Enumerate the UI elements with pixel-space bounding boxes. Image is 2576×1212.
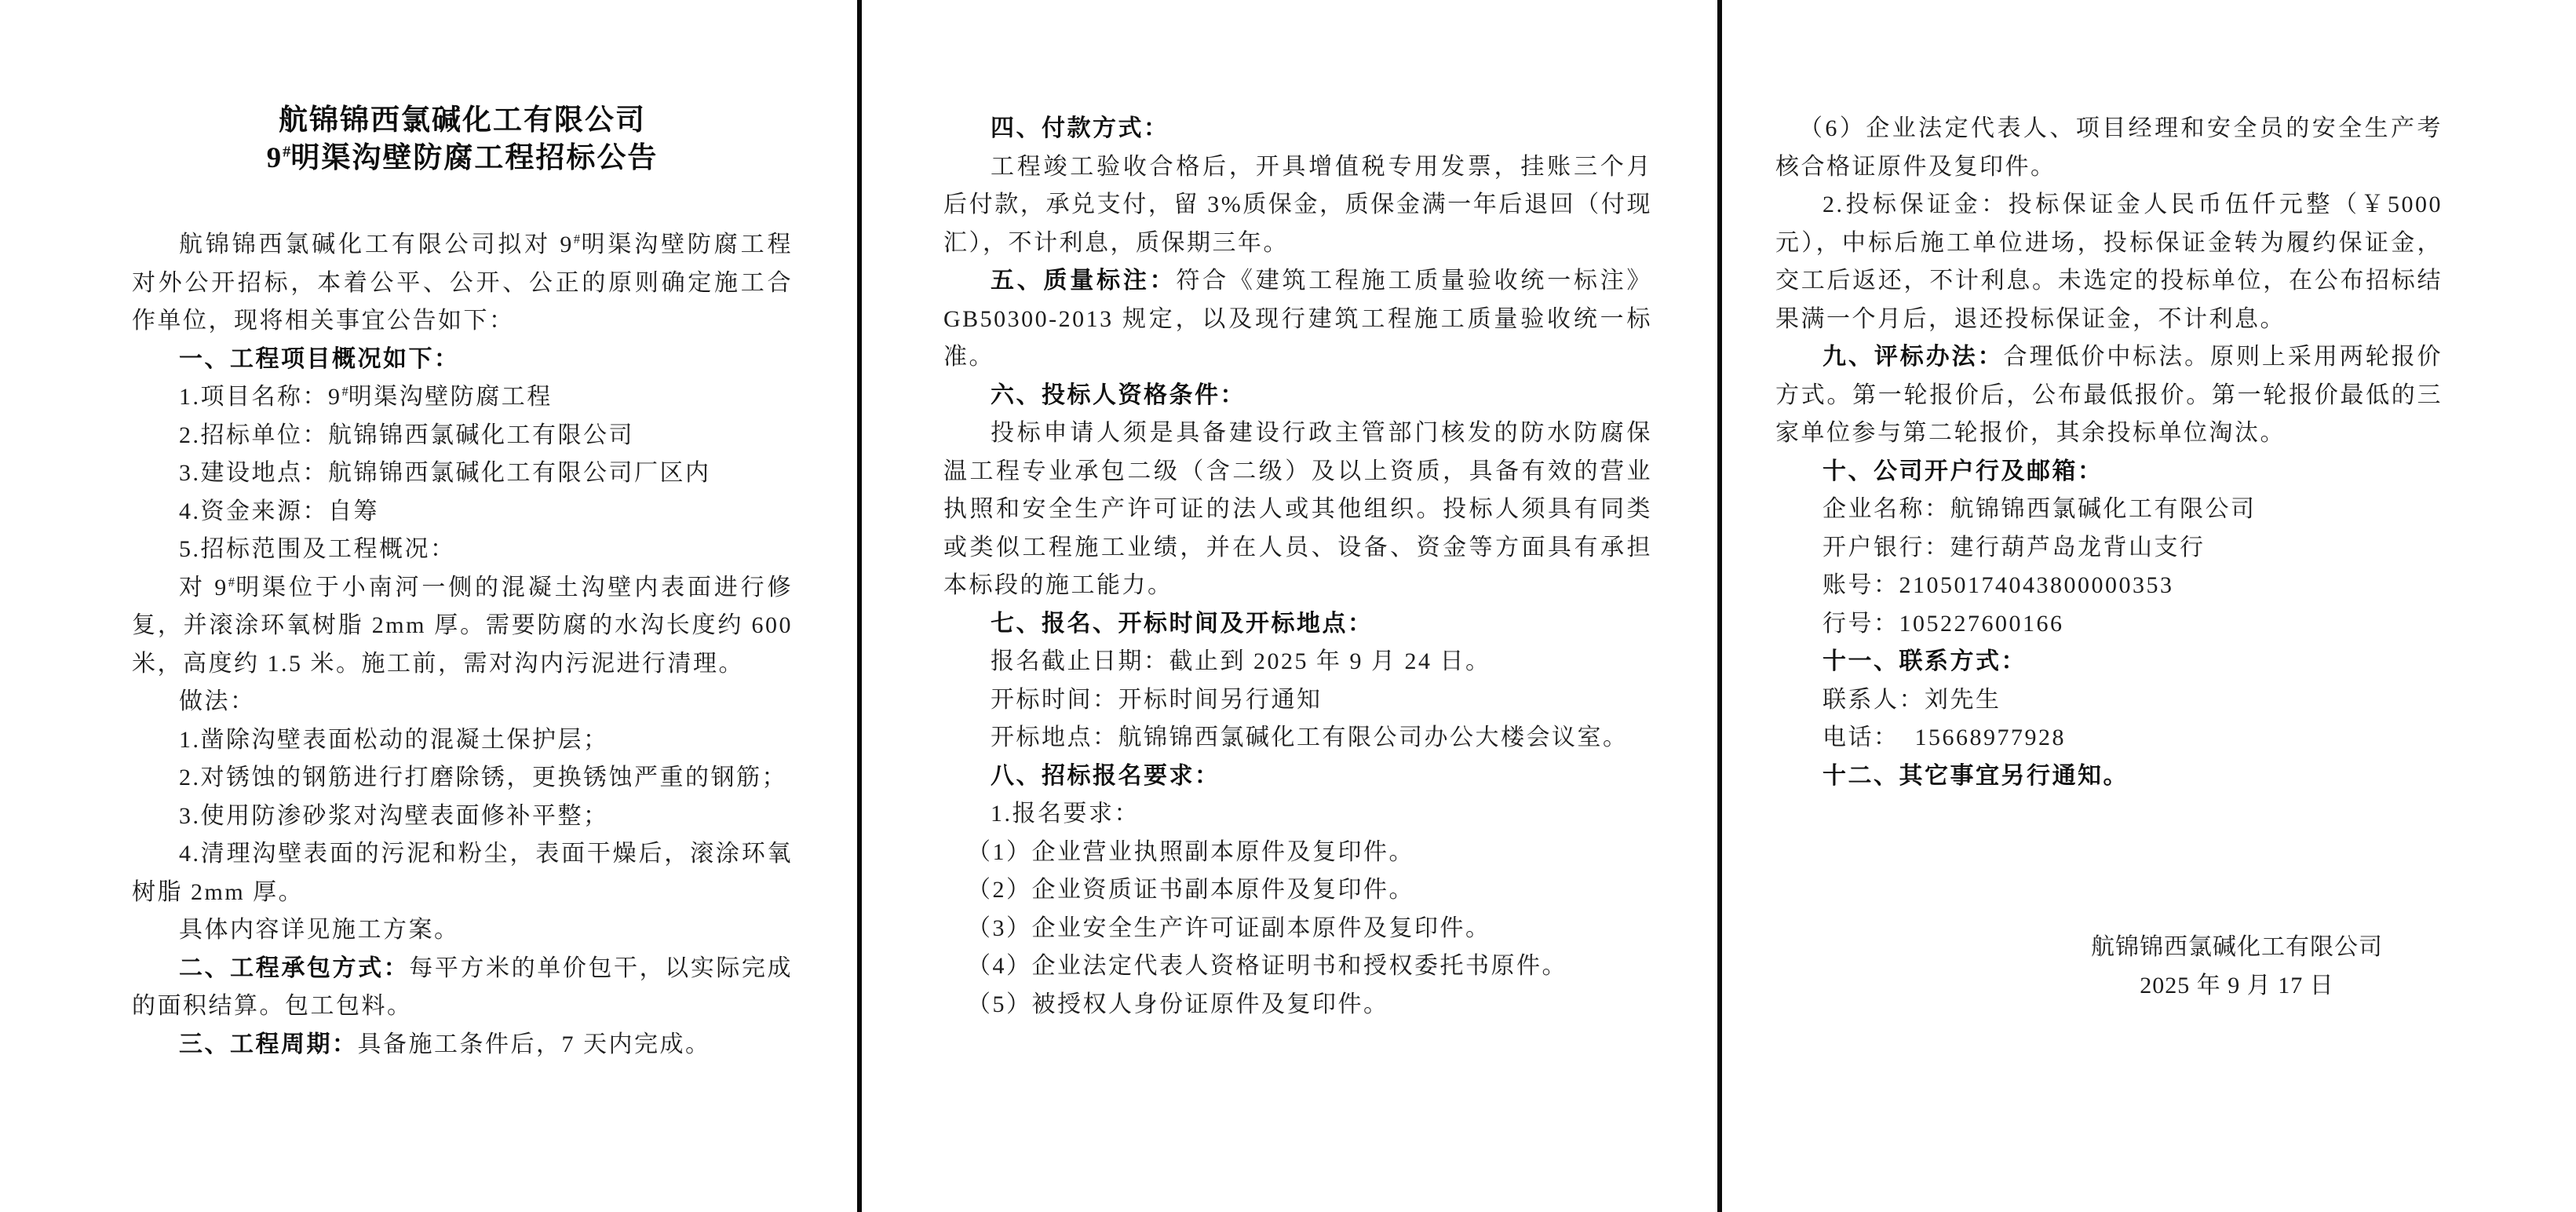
- paragraph-text: 4.清理沟壁表面的污泥和粉尘，表面干燥后，滚涂环氧树脂 2mm 厚。: [132, 841, 793, 905]
- paragraph: [1775, 719, 2443, 758]
- paragraph-text: 3.使用防渗砂浆对沟壁表面修补平整；: [179, 802, 609, 829]
- superscript-hash: #: [283, 143, 291, 161]
- page-1: [0, 0, 857, 1212]
- paragraph: [132, 911, 793, 950]
- signature-date: 2025 年 9 月 17 日: [2140, 972, 2334, 998]
- signature-spacer: [1775, 795, 2443, 929]
- paragraph: [1775, 453, 2443, 491]
- paragraph: [1775, 758, 2443, 796]
- paragraph: [943, 758, 1652, 796]
- paragraph: [132, 417, 793, 455]
- paragraph: [132, 1026, 793, 1064]
- paragraph-text: 1.凿除沟壁表面松动的混凝土保护层；: [179, 726, 609, 753]
- section-heading: 六、投标人资格条件：: [991, 381, 1246, 408]
- section-heading: 十、公司开户行及邮箱：: [1823, 458, 2103, 484]
- paragraph-text: 3.建设地点：航锦锦西氯碱化工有限公司厂区内: [179, 460, 711, 486]
- page-3-body: [1775, 110, 2443, 795]
- paragraph: [1775, 605, 2443, 644]
- paragraph: [943, 947, 1652, 986]
- paragraph-text: 符合《建筑工程施工质量验收统一标注》GB50300-2013 规定，以及现行建筑工程施工质量验收统一标准。: [943, 268, 1653, 370]
- paragraph-text: （2）企业资质证书副本原件及复印件。: [967, 877, 1414, 903]
- paragraph: [132, 683, 793, 721]
- paragraph-text: 每平方米的单价包干，以实际完成的面积结算。包工包料。: [132, 955, 794, 1019]
- superscript-hash: #: [341, 384, 348, 399]
- paragraph: [1775, 186, 2443, 338]
- paragraph: [132, 378, 793, 417]
- paragraph-text: 1.项目名称：9#明渠沟壁防腐工程: [179, 384, 553, 410]
- paragraph: [943, 986, 1652, 1024]
- paragraph: [1775, 567, 2443, 605]
- paragraph-text: 2.对锈蚀的钢筋进行打磨除锈，更换锈蚀严重的钢筋；: [179, 765, 787, 790]
- paragraph-text: 联系人：刘先生: [1823, 686, 2001, 713]
- paragraph: [132, 759, 793, 798]
- paragraph-text: （3）企业安全生产许可证副本原件及复印件。: [967, 914, 1491, 941]
- paragraph: [1775, 338, 2443, 453]
- paragraph-text: 具体内容详见施工方案。: [179, 917, 460, 943]
- section-heading: 十二、其它事宜另行通知。: [1823, 762, 2129, 789]
- paragraph: [943, 910, 1652, 948]
- section-heading: 一、工程项目概况如下：: [179, 345, 460, 372]
- section-heading: 九、评标办法：: [1823, 344, 2004, 370]
- paragraph-text: 行号：105227600166: [1823, 610, 2064, 637]
- paragraph: [132, 569, 793, 684]
- paragraph: [132, 226, 793, 341]
- paragraph: [132, 835, 793, 911]
- paragraph: [943, 605, 1652, 644]
- paragraph: [1775, 529, 2443, 568]
- signature-company: 航锦锦西氯碱化工有限公司: [2091, 934, 2383, 960]
- paragraph-text: （1）企业营业执照副本原件及复印件。: [967, 838, 1414, 865]
- paragraph-text: （5）被授权人身份证原件及复印件。: [967, 991, 1389, 1017]
- paragraph-text: 航锦锦西氯碱化工有限公司拟对 9#明渠沟壁防腐工程对外公开招标，本着公平、公开、公正的原则确定施工合作单位，现将相关事宜公告如下：: [132, 232, 794, 334]
- signature-inner: [2091, 929, 2383, 1005]
- section-heading: 八、招标报名要求：: [991, 762, 1220, 789]
- paragraph-text: 1.报名要求：: [991, 801, 1140, 827]
- section-heading: 十一、联系方式：: [1823, 648, 2027, 674]
- paragraph-text: 账号：21050174043800000353: [1823, 572, 2174, 598]
- paragraph-text: 电话： 15668977928: [1823, 725, 2066, 750]
- paragraph: [132, 950, 793, 1026]
- paragraph: [943, 643, 1652, 681]
- paragraph-text: 4.资金来源：自筹: [179, 498, 379, 524]
- paragraph-text: 投标申请人须是具备建设行政主管部门核发的防水防腐保温工程专业承包二级（含二级）及以上资质，具备有效的营业执照和安全生产许可证的法人或其他组织。投标人须具有同类或类似工程施工业绩，并在人员、设备、资金等方面具有承担本标段的施工能力。: [943, 420, 1652, 598]
- paragraph-text: 企业名称：航锦锦西氯碱化工有限公司: [1823, 496, 2257, 522]
- document-title-line-1: 航锦锦西氯碱化工有限公司: [279, 104, 646, 137]
- paragraph-text: （4）企业法定代表人资格证明书和授权委托书原件。: [967, 953, 1567, 979]
- paragraph-text: 对 9#明渠位于小南河一侧的混凝土沟壁内表面进行修复，并滚涂环氧树脂 2mm 厚。需要防腐的水沟长度约 600 米，高度约 1.5 米。施工前，需对沟内污泥进行清理。: [132, 574, 794, 677]
- paragraph: [943, 148, 1652, 263]
- page-2: [862, 0, 1717, 1212]
- paragraph-text: 工程竣工验收合格后，开具增值税专用发票，挂账三个月后付款，承兑支付，留 3%质保金，质保金满一年后退回（付现汇），不计利息，质保期三年。: [943, 153, 1652, 256]
- paragraph: [132, 721, 793, 760]
- paragraph: [943, 681, 1652, 720]
- paragraph-text: 报名截止日期：截止到 2025 年 9 月 24 日。: [991, 648, 1491, 674]
- paragraph-text: 开户银行：建行葫芦岛龙背山支行: [1823, 534, 2206, 560]
- paragraph-text: 开标地点：航锦锦西氯碱化工有限公司办公大楼会议室。: [991, 725, 1629, 750]
- paragraph: [943, 795, 1652, 834]
- paragraph: [943, 377, 1652, 415]
- paragraph: [132, 454, 793, 493]
- superscript-hash: #: [228, 574, 235, 590]
- paragraph: [943, 414, 1652, 605]
- paragraph: [132, 341, 793, 379]
- section-heading: 四、付款方式：: [991, 115, 1169, 141]
- paragraph: [943, 834, 1652, 872]
- paragraph: [1775, 681, 2443, 720]
- page-1-body: [132, 226, 793, 1064]
- paragraph: [1775, 643, 2443, 681]
- paragraph-text: 2.投标保证金：投标保证金人民币伍仟元整（￥5000 元），中标后施工单位进场，投标保证金转为履约保证金，交工后返还，不计利息。未选定的投标单位，在公布招标结果满一个月后，退还投标保证金，不计利息。: [1775, 192, 2443, 332]
- paragraph: [132, 493, 793, 531]
- section-heading: 二、工程承包方式：: [179, 955, 410, 981]
- section-heading: 七、报名、开标时间及开标地点：: [991, 610, 1374, 637]
- paragraph-text: 合理低价中标法。原则上采用两轮报价方式。第一轮报价后，公布最低报价。第一轮报价最低的三家单位参与第二轮报价，其余投标单位淘汰。: [1775, 344, 2443, 446]
- paragraph: [943, 871, 1652, 910]
- document-title-line-2: 9#明渠沟壁防腐工程招标公告: [266, 142, 659, 174]
- signature-block: [1775, 929, 2443, 1005]
- paragraph-text: 5.招标范围及工程概况：: [179, 536, 456, 562]
- paragraph: [943, 719, 1652, 758]
- paragraph-text: 2.招标单位：航锦锦西氯碱化工有限公司: [179, 422, 634, 448]
- superscript-hash: #: [573, 232, 581, 246]
- paragraph: [943, 110, 1652, 148]
- paragraph-text: （6）企业法定代表人、项目经理和安全员的安全生产考核合格证原件及复印件。: [1775, 115, 2443, 180]
- paragraph-text: 具备施工条件后，7 天内完成。: [357, 1031, 711, 1057]
- page-3: [1722, 0, 2576, 1212]
- document-title: [132, 102, 793, 177]
- paragraph-text: 开标时间：开标时间另行通知: [991, 686, 1323, 713]
- paragraph: [943, 262, 1652, 377]
- section-heading: 三、工程周期：: [179, 1031, 358, 1057]
- paragraph: [1775, 110, 2443, 186]
- paragraph: [132, 798, 793, 836]
- paragraph: [132, 531, 793, 569]
- paragraph: [1775, 491, 2443, 529]
- section-heading: 五、质量标注：: [991, 268, 1177, 294]
- paragraph-text: 做法：: [179, 688, 256, 714]
- page-2-body: [943, 110, 1652, 1024]
